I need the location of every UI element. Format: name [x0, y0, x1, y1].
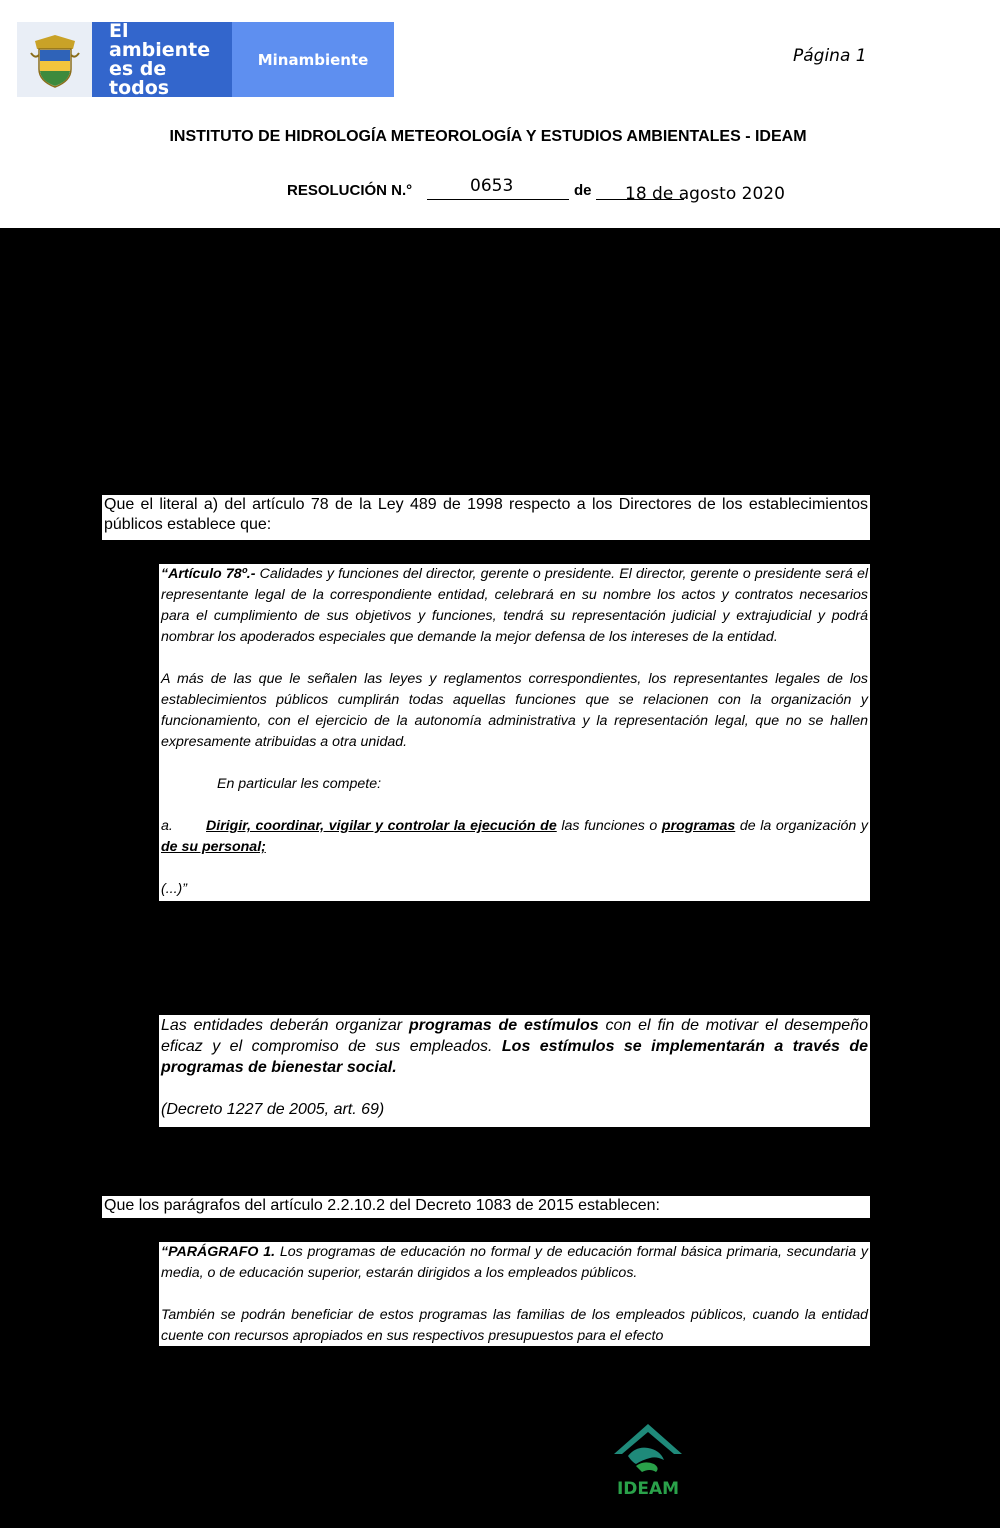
coat-of-arms-icon — [17, 22, 92, 97]
quote-paragrafo-1 — [159, 1242, 870, 1346]
quote-articulo-78-title: “Artículo 78º.- — [161, 566, 256, 582]
quote-paragrafo-1-p1: “PARÁGRAFO 1. Los programas de educación no formal y de educación formal básica primaria, secundaria y media, o de educación superior, estarán dirigidos a los empleados públicos. — [161, 1244, 869, 1281]
quote-articulo-78-item-a: a. Dirigir, coordinar, vigilar y controlar la ejecución de las funciones o programas de la organización y de su personal; — [161, 818, 869, 855]
resolution-label: RESOLUCIÓN N.° — [287, 182, 413, 199]
quote-paragrafo-1-title: “PARÁGRAFO 1. — [161, 1244, 276, 1260]
minambiente-logo — [17, 19, 394, 99]
page-number: Página 1 — [793, 46, 867, 66]
date-connector: de — [574, 182, 592, 199]
ideam-logo — [606, 1420, 690, 1498]
quote-decreto-1227 — [159, 1015, 870, 1127]
quote-decreto-1227-cite: (Decreto 1227 de 2005, art. 69) — [161, 1101, 385, 1118]
quote-articulo-78-p2: A más de las que le señalen las leyes y reglamentos correspondientes, los representantes legales de los establecimientos públicos cumplirán todas aquellas funciones que se relacionen con la organización y funcionamiento, con el ejercicio de la autonomía administrativa y la representación legal, que no se hallen expresamente atribuidas a otra unidad. — [161, 671, 868, 750]
slogan-line-2: es de todos — [109, 57, 170, 99]
paragraph-decreto-1083: Que los parágrafos del artículo 2.2.10.2 del Decreto 1083 de 2015 establecen: — [102, 1196, 870, 1218]
quote-decreto-1227-text: Las entidades deberán organizar programas de estímulos con el fin de motivar el desempeño eficaz y el compromiso de sus empleados. Los estímulos se implementarán a través de programas de bienestar social. — [161, 1017, 868, 1076]
resolution-date: 18 de agosto 2020 — [625, 184, 785, 204]
slogan-block — [92, 19, 232, 99]
slogan-line-1: El ambiente — [109, 19, 211, 61]
document-header — [0, 0, 1000, 228]
quote-articulo-78-p3: En particular les compete: — [217, 776, 382, 792]
quote-articulo-78-ellipsis: (...)” — [161, 881, 187, 897]
quote-articulo-78 — [159, 564, 870, 901]
ideam-logo-text: IDEAM — [616, 1479, 680, 1498]
quote-articulo-78-p1: “Artículo 78º.- Calidades y funciones del director, gerente o presidente. El director, gerente o presidente será el representante legal de la correspondiente entidad, celebrará en su nombre los actos y contratos necesarios para el cumplimiento de sus objetivos y funciones, tendrá su representación judicial y extrajudicial y podrá nombrar los apoderados especiales que demande la mejor defensa de los intereses de la entidad. — [161, 566, 869, 645]
ideam-emblem-icon — [606, 1420, 690, 1498]
resolution-number: 0653 — [470, 176, 514, 196]
quote-paragrafo-1-p2: También se podrán beneficiar de estos programas las familias de los empleados públicos, cuando la entidad cuente con recursos apropiados en sus respectivos presupuestos para el efecto — [161, 1307, 868, 1344]
brand-label: Minambiente — [232, 22, 394, 97]
paragraph-ley-489: Que el literal a) del artículo 78 de la Ley 489 de 1998 respecto a los Directores de los establecimientos públicos establece que: — [102, 495, 870, 540]
institute-title: INSTITUTO DE HIDROLOGÍA METEOROLOGÍA Y ESTUDIOS AMBIENTALES - IDEAM — [169, 128, 807, 145]
